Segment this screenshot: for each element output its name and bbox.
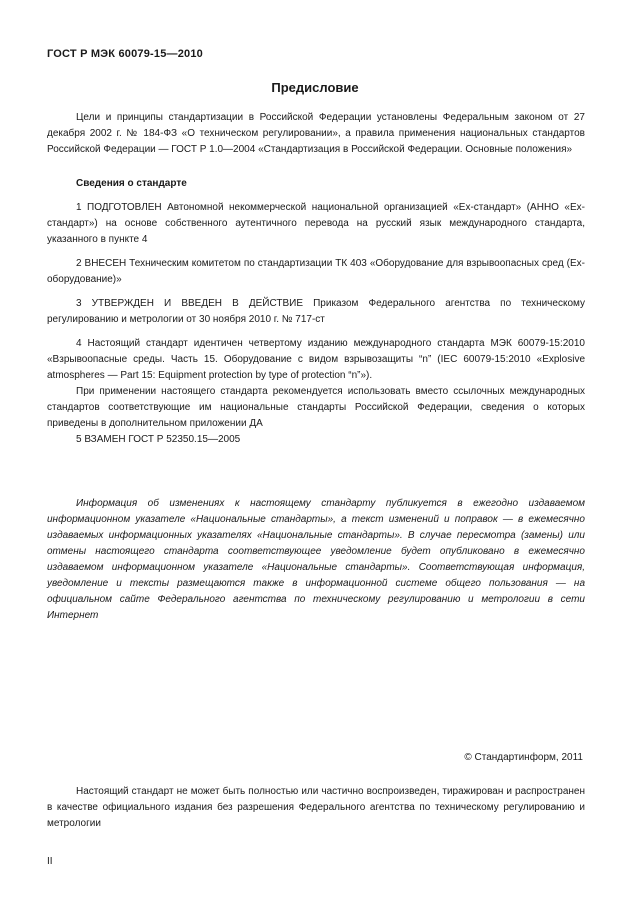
item-identical: 4 Настоящий стандарт идентичен четвертому изданию международного стандарта МЭК 60079-15:2010 «Взрывоопасные среды. Часть 15. Оборудование с видом взрывозащиты “n” (IEC 60079-15:2010 «Explosive atmospheres — Part 15: Equipment protection by type of protection “n”»). bbox=[47, 338, 585, 381]
page-number: II bbox=[47, 856, 53, 867]
copyright: © Стандартинформ, 2011 bbox=[464, 752, 583, 763]
page-title: Предисловие bbox=[271, 80, 359, 95]
intro-paragraph: Цели и принципы стандартизации в Российской Федерации установлены Федеральным законом от 27 декабря 2002 г. № 184-ФЗ «О техническом регулировании», а правила применения национальных стандартов Российской Федерации — ГОСТ Р 1.0—2004 «Стандартизация в Российской Федерации. Основные положения» bbox=[47, 112, 585, 155]
item-introduced: 2 ВНЕСЕН Техническим комитетом по стандартизации ТК 403 «Оборудование для взрывоопасных сред (Ех-оборудование)» bbox=[47, 258, 585, 285]
item-approved: 3 УТВЕРЖДЕН И ВВЕДЕН В ДЕЙСТВИЕ Приказом Федерального агентства по техническому регулированию и метрологии от 30 ноября 2010 г. № 717-ст bbox=[47, 298, 585, 325]
reproduction-notice: Настоящий стандарт не может быть полностью или частично воспроизведен, тиражирован и распространен в качестве официального издания без разрешения Федерального агентства по техническому регулированию и метрологии bbox=[47, 786, 585, 829]
standard-info-heading: Сведения о стандарте bbox=[76, 178, 187, 189]
document-header: ГОСТ Р МЭК 60079-15—2010 bbox=[47, 48, 204, 60]
amendments-notice: Информация об изменениях к настоящему стандарту публикуется в ежегодно издаваемом информационном указателе «Национальные стандарты», а текст изменений и поправок — в ежемесячно издаваемых информационных указателях «Национальные стандарты». В случае пересмотра (замены) или отмены настоящего стандарта соответствующее уведомление будет опубликовано в ежемесячно издаваемом информационном указателе «Национальные стандарты». Соответствующая информация, уведомление и тексты размещаются также в информационной системе общего пользования — на официальном сайте Федерального агентства по техническому регулированию и метрологии в сети Интернет bbox=[47, 498, 585, 621]
item-prepared: 1 ПОДГОТОВЛЕН Автономной некоммерческой национальной организацией «Ех-стандарт» (АННО «Ех-стандарт») на основе собственного аутентичного перевода на русский язык международного стандарта, указанного в пункте 4 bbox=[47, 202, 585, 245]
item-replaces: 5 ВЗАМЕН ГОСТ Р 52350.15—2005 bbox=[76, 434, 241, 445]
item-application-note: При применении настоящего стандарта рекомендуется использовать вместо ссылочных международных стандартов соответствующие им национальные стандарты Российской Федерации, сведения о которых приведены в дополнительном приложении ДА bbox=[47, 386, 585, 429]
